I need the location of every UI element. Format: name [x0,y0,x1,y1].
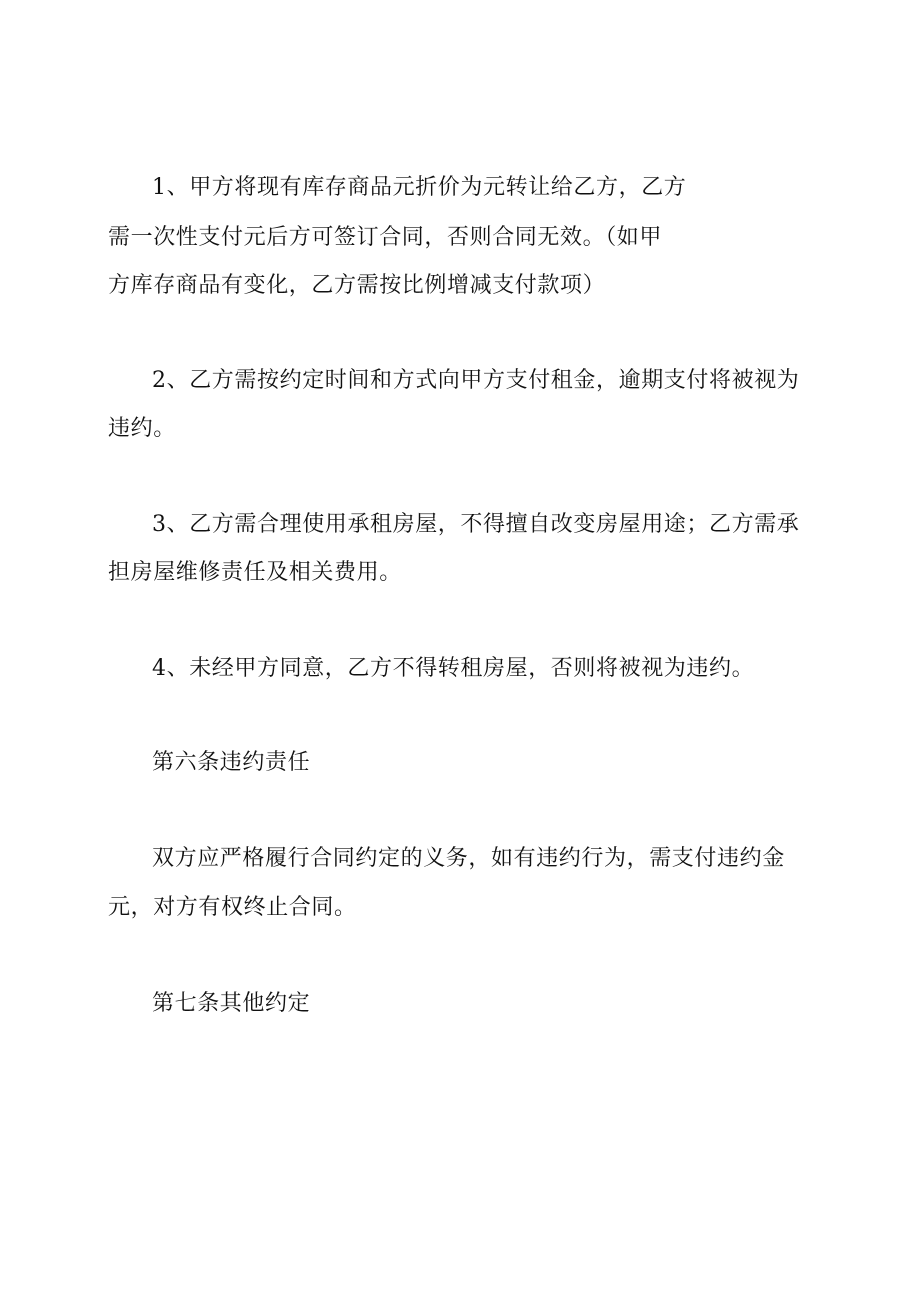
article-6-body-line-1: 双方应严格履行合同约定的义务，如有违约行为，需支付违约金 [152,846,785,871]
clause-2-line-1: 2、乙方需按约定时间和方式向甲方支付租金，逾期支付将被视为 [152,368,800,393]
clause-4-line-1: 4、未经甲方同意，乙方不得转租房屋，否则将被视为违约。 [152,656,755,681]
article-6-body-line-2: 元，对方有权终止合同。 [108,895,357,920]
clause-3-line-1: 3、乙方需合理使用承租房屋，不得擅自改变房屋用途；乙方需承 [152,512,800,537]
article-6-heading: 第六条违约责任 [152,750,311,775]
article-7-heading: 第七条其他约定 [152,991,311,1016]
clause-3-line-2: 担房屋维修责任及相关费用。 [108,560,402,585]
clause-1-line-2: 需一次性支付元后方可签订合同，否则合同无效。（如甲 [108,225,663,250]
clause-2-line-2: 违约。 [108,416,176,441]
clause-1-line-3: 方库存商品有变化，乙方需按比例增减支付款项） [108,273,606,298]
clause-1-line-1: 1、甲方将现有库存商品元折价为元转让给乙方，乙方 [152,175,687,200]
